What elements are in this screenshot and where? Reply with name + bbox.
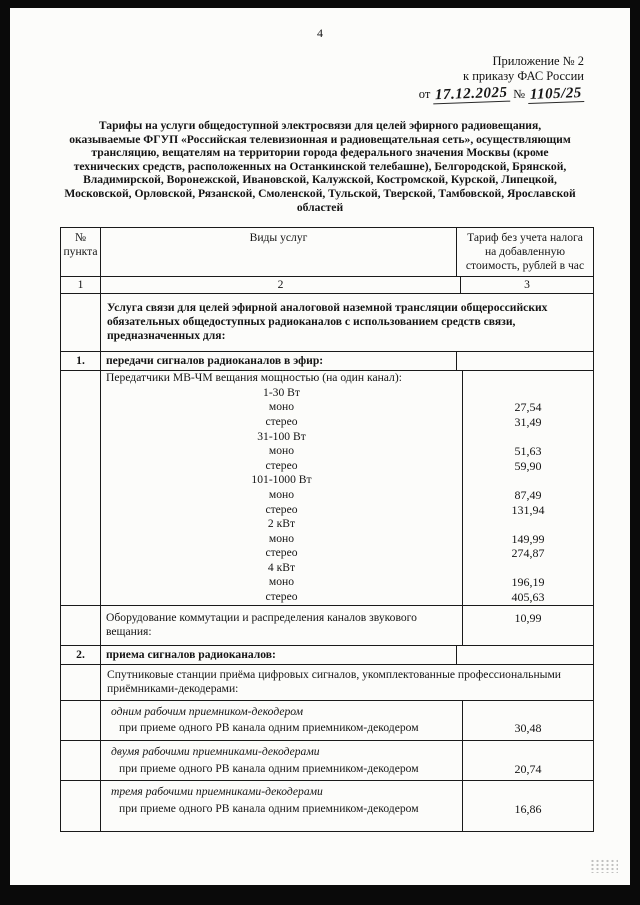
transmitters-block: [101, 371, 593, 605]
transmitter-value: 131,94: [462, 503, 593, 518]
appendix-order-line: [10, 84, 584, 104]
transmitter-value: [462, 561, 593, 576]
receiver-condition-value: 16,86: [462, 801, 593, 832]
tariff-table: [60, 227, 594, 832]
receiver-condition-line: [101, 720, 593, 740]
transmitter-label: стерео: [265, 546, 298, 560]
transmitter-value: 27,54: [462, 400, 593, 415]
order-date-handwritten: 17.12.2025: [433, 86, 510, 105]
receiver-item-cell: [61, 701, 101, 740]
section2-number: 2.: [61, 646, 101, 664]
transmitter-line: [101, 575, 593, 590]
transmitter-value: 149,99: [462, 532, 593, 547]
appendix-line-2: к приказу ФАС России: [463, 69, 584, 83]
transmitter-label: 2 кВт: [267, 517, 296, 531]
document-title: Тарифы на услуги общедоступной электросвязи для целей эфирного радиовещания, оказываемые ФГУП «Российская телевизионная и радиовещательная сеть», осуществляющим трансляцию, вещателям на территории города федерального значения Москвы (кроме технических средств, расположенных на Останкинской телебашне), Белгородской, Брянской, Владимирской, Воронежской, Ивановской, Калужской, Костромской, Курской, Липецкой, Московской, Орловской, Рязанской, Смоленской, Тульской, Тверской, Тамбовской, Ярославской областей: [64, 119, 576, 214]
from-label: от: [418, 87, 431, 101]
transmitter-line: [101, 561, 593, 576]
section1-number: 1.: [61, 352, 101, 370]
transmitters-block-row: [61, 371, 593, 606]
column-number-2: 2: [277, 278, 284, 292]
receiver-variant-value: [462, 741, 593, 761]
section2-tariff-cell: [456, 646, 593, 664]
intro-item-cell: [61, 294, 101, 351]
column-number-1: 1: [61, 277, 101, 293]
column-numbering-row: [61, 277, 593, 294]
receiver-variant-line: [101, 781, 593, 801]
receiver-condition-value: 20,74: [462, 761, 593, 781]
transmitter-label: стерео: [265, 502, 298, 516]
receiver-variant-line: [101, 701, 593, 721]
page-number: 4: [317, 26, 323, 40]
section1-tariff-cell: [456, 352, 593, 370]
satellite-subheading: Спутниковые станции приёма цифровых сигналов, укомплектованные профессиональными приёмниками-декодерами:: [107, 667, 562, 695]
transmitter-label: 101-1000 Вт: [251, 473, 312, 487]
transmitter-label: стерео: [265, 414, 298, 428]
transmitter-line: [101, 517, 593, 532]
transmitter-label: моно: [268, 444, 295, 458]
scan-artifact: [590, 859, 618, 873]
receiver-condition-value: 30,48: [462, 720, 593, 740]
receiver-condition-line: [101, 761, 593, 781]
transmitter-value: 51,63: [462, 444, 593, 459]
transmitter-line: [101, 430, 593, 445]
transmitter-line: [101, 386, 593, 401]
transmitters-heading: Передатчики МВ-ЧМ вещания мощностью (на один канал):: [106, 371, 402, 385]
receiver-group: [101, 741, 593, 780]
appendix-block: [10, 54, 630, 103]
receiver-item-cell: [61, 741, 101, 780]
transmitter-line: [101, 415, 593, 430]
receiver-variant-value: [462, 781, 593, 801]
receiver-condition-label: при приеме одного РВ канала одним приемником-декодером: [119, 801, 419, 815]
receiver-condition-label: при приеме одного РВ канала одним приемником-декодером: [119, 761, 419, 775]
transmitter-line: [101, 590, 593, 605]
number-sign: №: [513, 87, 526, 101]
transmitter-line: [101, 546, 593, 561]
transmitter-label: 31-100 Вт: [257, 429, 306, 443]
transmitter-line: [101, 444, 593, 459]
equipment-label: Оборудование коммутации и распределения каналов звукового вещания:: [106, 610, 417, 639]
service-intro-row: [61, 294, 593, 352]
appendix-line-1: Приложение № 2: [492, 54, 584, 68]
transmitter-label: моно: [268, 487, 295, 501]
transmitter-line: [101, 532, 593, 547]
receiver-variant-label: тремя рабочими приемниками-декодерами: [111, 785, 323, 799]
service-intro-text: Услуга связи для целей эфирной аналоговой наземной трансляции общероссийских обязательных общедоступных радиоканалов с использованием средств связи, предназначенных для:: [107, 301, 548, 343]
transmitter-value: 59,90: [462, 459, 593, 474]
transmitter-value: 87,49: [462, 488, 593, 503]
receiver-group: [101, 781, 593, 831]
col-header-tariff: Тариф без учета налога на добавленную стоимость, рублей в час: [456, 228, 593, 276]
transmitter-value: [462, 386, 593, 401]
order-number-handwritten: 1105/25: [528, 86, 584, 104]
transmitter-line: [101, 473, 593, 488]
section1-title: передачи сигналов радиоканалов в эфир:: [106, 354, 324, 368]
equipment-item-cell: [61, 606, 101, 645]
section2-title: приема сигналов радиоканалов:: [106, 647, 276, 661]
satellite-subheading-row: [61, 665, 593, 701]
column-number-3: 3: [460, 277, 593, 293]
receiver-item-cell: [61, 781, 101, 831]
transmitter-value: [462, 473, 593, 488]
transmitter-label: стерео: [265, 458, 298, 472]
section2-title-row: [61, 646, 593, 665]
transmitter-value: [462, 517, 593, 532]
satellite-item-cell: [61, 665, 101, 700]
col-header-item-number: № пункта: [61, 228, 101, 276]
equipment-value: 10,99: [462, 606, 593, 645]
receiver-group: [101, 701, 593, 740]
receiver-group-row: [61, 741, 593, 781]
receiver-group-row: [61, 701, 593, 741]
receiver-variant-value: [462, 701, 593, 721]
transmitter-label: моно: [268, 400, 295, 414]
transmitter-label: моно: [268, 575, 295, 589]
receiver-condition-label: при приеме одного РВ канала одним приемником-декодером: [119, 721, 419, 735]
transmitter-line: [101, 488, 593, 503]
table-header-row: [61, 228, 593, 277]
transmitter-line: [101, 459, 593, 474]
transmitter-value: 274,87: [462, 546, 593, 561]
transmitter-value: 31,49: [462, 415, 593, 430]
receiver-condition-line: [101, 801, 593, 832]
transmitters-item-cell: [61, 371, 101, 605]
document-page: [10, 8, 630, 885]
col-header-service-types: Виды услуг: [249, 231, 308, 245]
equipment-line: [101, 606, 593, 645]
transmitter-label: 1-30 Вт: [263, 385, 300, 399]
receiver-group-row: [61, 781, 593, 831]
transmitter-line: [101, 400, 593, 415]
equipment-row: [61, 606, 593, 646]
transmitter-value: 196,19: [462, 575, 593, 590]
receiver-variant-label: одним рабочим приемником-декодером: [111, 704, 304, 718]
receiver-variant-label: двумя рабочими приемниками-декодерами: [111, 745, 320, 759]
transmitter-value: 405,63: [462, 590, 593, 605]
transmitter-label: 4 кВт: [267, 560, 296, 574]
equipment-block: [101, 606, 593, 645]
receiver-variant-line: [101, 741, 593, 761]
transmitters-heading-value: [462, 371, 593, 386]
transmitters-heading-line: [101, 371, 593, 386]
transmitter-label: моно: [268, 531, 295, 545]
transmitter-value: [462, 430, 593, 445]
section1-title-row: [61, 352, 593, 371]
transmitter-line: [101, 503, 593, 518]
transmitter-label: стерео: [265, 590, 298, 604]
